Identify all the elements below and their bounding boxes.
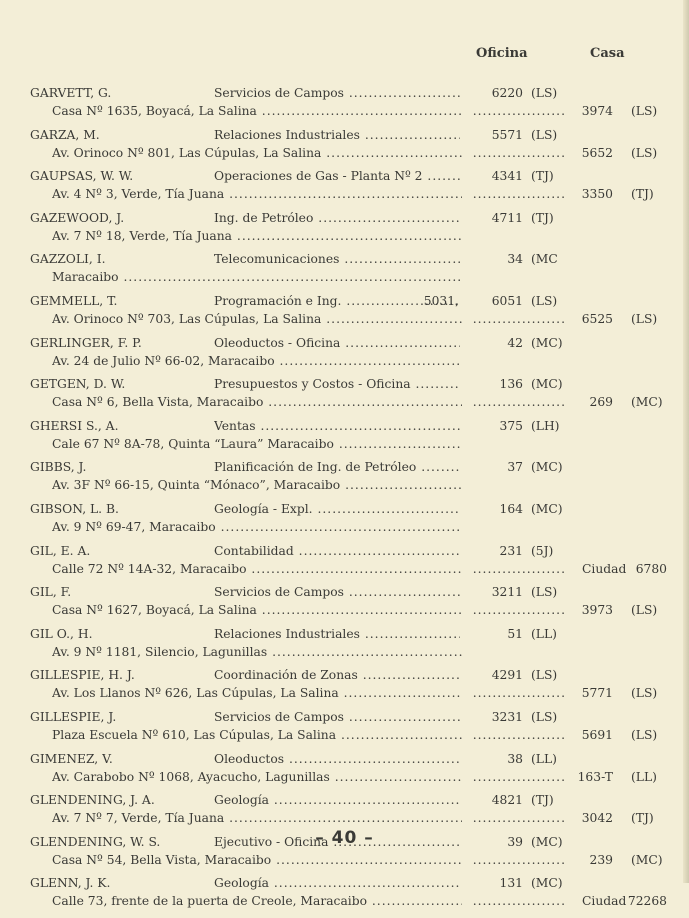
entry-office-row <box>0 419 689 438</box>
home-extension: 6525 <box>581 311 613 326</box>
entry-office-row <box>0 585 689 604</box>
office-extension: 131 <box>499 876 523 891</box>
home-location-code: (TJ) <box>631 811 654 826</box>
dot-leader <box>472 146 566 160</box>
entry-office-row <box>0 377 689 396</box>
directory-entry <box>0 585 689 627</box>
home-address: Casa Nº 1627, Boyacá, La Salina ..... <box>52 603 462 617</box>
department: Telecomunicaciones ..... <box>214 252 460 266</box>
department: Contabilidad ..... <box>214 544 460 558</box>
office-extension: 38 <box>507 751 523 766</box>
home-address: Av. Orinoco Nº 703, Las Cúpulas, La Salina ..... <box>52 312 462 326</box>
entry-home-row <box>0 478 689 497</box>
home-extension: 5691 <box>581 727 613 742</box>
entry-office-row <box>0 211 689 230</box>
dot-leader <box>472 187 566 201</box>
department: Planificación de Ing. de Petróleo ..... <box>214 460 460 474</box>
office-extension: 6220 <box>491 86 523 100</box>
office-location-code: (LS) <box>531 668 558 683</box>
person-name: GLENDENING, J. A. <box>30 793 155 808</box>
entry-home-row <box>0 728 689 747</box>
home-address: Casa Nº 1635, Boyacá, La Salina ..... <box>52 104 462 118</box>
person-name: GERLINGER, F. P. <box>30 335 142 350</box>
office-location-code: (LL) <box>531 626 557 641</box>
person-name: GETGEN, D. W. <box>30 377 126 392</box>
office-location-code: (MC) <box>531 460 563 475</box>
entry-office-row <box>0 336 689 355</box>
home-location-code: (MC) <box>631 852 663 867</box>
home-address: Av. 7 Nº 7, Verde, Tía Juana ..... <box>52 811 462 825</box>
department: Servicios de Campos ..... <box>214 585 460 599</box>
entry-home-row <box>0 187 689 206</box>
page-number: – 40 – <box>315 828 374 848</box>
office-column-label: Oficina <box>476 46 528 61</box>
office-location-code: (MC) <box>531 377 563 392</box>
home-city-number: 6780 <box>635 561 667 576</box>
department: Ing. de Petróleo ..... <box>214 211 460 225</box>
person-name: GIBBS, J. <box>30 460 87 475</box>
directory-entry <box>0 544 689 586</box>
dot-leader <box>472 686 566 700</box>
home-address: Casa Nº 6, Bella Vista, Maracaibo ..... <box>52 395 462 409</box>
directory-entry <box>0 252 689 294</box>
entry-home-row <box>0 520 689 539</box>
office-location-code: (TJ) <box>531 793 554 808</box>
entry-office-row <box>0 668 689 687</box>
home-address: Cale 67 Nº 8A-78, Quinta “Laura” Maracaibo ..... <box>52 437 462 451</box>
office-location-code: (TJ) <box>531 169 554 184</box>
home-extension: 5771 <box>581 686 613 701</box>
office-extension: 136 <box>499 377 523 392</box>
entry-home-row <box>0 645 689 664</box>
person-name: GAZEWOOD, J. <box>30 210 125 225</box>
directory-entry <box>0 460 689 502</box>
home-extension: 163-T <box>577 769 613 784</box>
office-location-code: (LS) <box>531 127 558 142</box>
home-location-code: (LS) <box>631 686 658 701</box>
entry-home-row <box>0 354 689 373</box>
home-address: Calle 73, frente de la puerta de Creole, Maracaibo ..... <box>52 894 462 908</box>
home-address: Av. 9 Nº 69-47, Maracaibo ..... <box>52 520 462 534</box>
entry-office-row <box>0 128 689 147</box>
office-location-code: (TJ) <box>531 210 554 225</box>
person-name: GEMMELL, T. <box>30 293 118 308</box>
office-extension: 4711 <box>491 210 523 225</box>
directory-entry <box>0 377 689 419</box>
entry-home-row <box>0 686 689 705</box>
dot-leader <box>472 104 566 118</box>
department: Relaciones Industriales ..... <box>214 128 460 142</box>
person-name: GIL O., H. <box>30 626 93 641</box>
department: Operaciones de Gas - Planta Nº 2 ..... <box>214 169 460 183</box>
home-address: Plaza Escuela Nº 610, Las Cúpulas, La Salina ..... <box>52 728 462 742</box>
home-location-code: (LL) <box>631 769 657 784</box>
entry-office-row <box>0 502 689 521</box>
entry-home-row <box>0 603 689 622</box>
home-address: Av. 9 Nº 1181, Silencio, Lagunillas ..... <box>52 645 462 659</box>
home-address: Av. Los Llanos Nº 626, Las Cúpulas, La Salina ..... <box>52 686 462 700</box>
entry-home-row <box>0 312 689 331</box>
entry-office-row <box>0 294 689 313</box>
office-location-code: (LS) <box>531 709 558 724</box>
office-location-code: (LL) <box>531 751 557 766</box>
office-extension: 3231 <box>491 709 523 724</box>
entry-office-row <box>0 86 689 105</box>
department: Ejecutivo - Oficina ..... <box>214 835 460 849</box>
entry-home-row <box>0 562 689 581</box>
home-extension: 3973 <box>581 603 613 618</box>
directory-entry <box>0 752 689 794</box>
person-name: GILLESPIE, J. <box>30 709 117 724</box>
home-column-label: Casa <box>590 46 625 61</box>
home-city-label: Ciudad <box>582 561 627 576</box>
home-location-code: (LS) <box>631 311 658 326</box>
home-address: Calle 72 Nº 14A-32, Maracaibo ..... <box>52 562 462 576</box>
entry-office-row <box>0 169 689 188</box>
dot-leader <box>472 312 566 326</box>
office-location-code: (LS) <box>531 86 558 100</box>
office-extension: 34 <box>507 252 523 267</box>
department: Relaciones Industriales ..... <box>214 627 460 641</box>
office-extension: 4291 <box>491 668 523 683</box>
person-name: GILLESPIE, H. J. <box>30 668 135 683</box>
office-extension: 164 <box>499 501 523 516</box>
home-address: Av. Orinoco Nº 801, Las Cúpulas, La Salina ..... <box>52 146 462 160</box>
home-location-code: (TJ) <box>631 187 654 202</box>
office-extension: 51 <box>507 626 523 641</box>
person-name: GHERSI S., A. <box>30 418 119 433</box>
home-location-code: (LS) <box>631 104 658 118</box>
directory-entry <box>0 710 689 752</box>
directory-list <box>0 86 689 918</box>
person-name: GLENDENING, W. S. <box>30 834 161 849</box>
person-name: GIL, E. A. <box>30 543 91 558</box>
office-location-code: (MC) <box>531 834 563 849</box>
person-name: GAUPSAS, W. W. <box>30 169 134 184</box>
home-location-code: (MC) <box>631 395 663 410</box>
entry-office-row <box>0 710 689 729</box>
office-extension: 5571 <box>491 127 523 142</box>
home-address: Av. 24 de Julio Nº 66-02, Maracaibo ..... <box>52 354 462 368</box>
department: Servicios de Campos ..... <box>214 710 460 724</box>
home-extension: 239 <box>589 852 613 867</box>
department: Geología ..... <box>214 876 460 890</box>
person-name: GARVETT, G. <box>30 86 112 100</box>
office-location-code: (MC <box>531 252 558 267</box>
person-name: GLENN, J. K. <box>30 876 111 891</box>
home-location-code: (LS) <box>631 727 658 742</box>
department: Oleoductos - Oficina ..... <box>214 336 460 350</box>
entry-home-row <box>0 270 689 289</box>
directory-entry <box>0 211 689 253</box>
home-address: Casa Nº 54, Bella Vista, Maracaibo ..... <box>52 853 462 867</box>
home-address: Av. 3F Nº 66-15, Quinta “Mónaco”, Maracaibo ..... <box>52 478 462 492</box>
office-extension: 4821 <box>491 793 523 808</box>
office-location-code: (LH) <box>531 418 560 433</box>
home-extension: 3974 <box>581 104 613 118</box>
department: Servicios de Campos ..... <box>214 86 460 100</box>
entry-home-row <box>0 146 689 165</box>
office-location-code: (MC) <box>531 876 563 891</box>
department: Programación e Ing. ..... <box>214 294 460 308</box>
home-extension: 5652 <box>581 145 613 160</box>
department: Geología - Expl. ..... <box>214 502 460 516</box>
office-extension: 375 <box>499 418 523 433</box>
column-header <box>0 46 689 66</box>
directory-entry <box>0 128 689 170</box>
department: Oleoductos ..... <box>214 752 460 766</box>
entry-home-row <box>0 437 689 456</box>
entry-office-row <box>0 627 689 646</box>
person-name: GARZA, M. <box>30 127 100 142</box>
entry-office-row <box>0 752 689 771</box>
person-name: GIMENEZ, V. <box>30 751 113 766</box>
home-location-code: (LS) <box>631 603 658 618</box>
office-extension: 42 <box>507 335 523 350</box>
department: Ventas ..... <box>214 419 460 433</box>
office-extension: 231 <box>499 543 523 558</box>
office-extension-extra: 5031, <box>423 293 459 308</box>
office-extension: 3211 <box>491 585 523 600</box>
office-extension: 39 <box>507 834 523 849</box>
entry-office-row <box>0 252 689 271</box>
home-city-number: 72268 <box>627 894 667 909</box>
entry-home-row <box>0 770 689 789</box>
directory-entry <box>0 336 689 378</box>
home-address: Maracaibo ..... <box>52 270 462 284</box>
entry-office-row <box>0 876 689 895</box>
dot-leader <box>472 853 566 867</box>
home-address: Av. 4 Nº 3, Verde, Tía Juana ..... <box>52 187 462 201</box>
entry-office-row <box>0 544 689 563</box>
directory-entry <box>0 419 689 461</box>
entry-home-row <box>0 853 689 872</box>
office-location-code: (LS) <box>531 293 558 308</box>
person-name: GIBSON, L. B. <box>30 501 119 516</box>
home-extension: 3042 <box>581 811 613 826</box>
home-extension: 3350 <box>581 187 613 202</box>
entry-office-row <box>0 460 689 479</box>
directory-entry <box>0 627 689 669</box>
entry-home-row <box>0 229 689 248</box>
office-extension: 6051 <box>491 293 523 308</box>
office-extension: 4341 <box>491 169 523 184</box>
entry-home-row <box>0 894 689 913</box>
entry-office-row <box>0 793 689 812</box>
home-city-label: Ciudad <box>582 894 627 909</box>
dot-leader <box>472 395 566 409</box>
department: Coordinación de Zonas ..... <box>214 668 460 682</box>
entry-home-row <box>0 395 689 414</box>
directory-entry <box>0 294 689 336</box>
office-location-code: (MC) <box>531 501 563 516</box>
directory-entry <box>0 502 689 544</box>
office-location-code: (MC) <box>531 335 563 350</box>
dot-leader <box>472 603 566 617</box>
office-location-code: (LS) <box>531 585 558 600</box>
home-location-code: (LS) <box>631 145 658 160</box>
directory-entry <box>0 668 689 710</box>
department: Presupuestos y Costos - Oficina ..... <box>214 377 460 391</box>
person-name: GAZZOLI, I. <box>30 252 106 267</box>
dot-leader <box>472 770 566 784</box>
home-address: Av. 7 Nº 18, Verde, Tía Juana ..... <box>52 229 462 243</box>
dot-leader <box>472 811 566 825</box>
office-extension: 37 <box>507 460 523 475</box>
dot-leader <box>472 728 566 742</box>
office-location-code: (5J) <box>531 543 554 558</box>
directory-entry <box>0 169 689 211</box>
home-extension: 269 <box>589 395 613 410</box>
entry-home-row <box>0 104 689 123</box>
home-address: Av. Carabobo Nº 1068, Ayacucho, Lagunillas ..... <box>52 770 462 784</box>
department: Geología ..... <box>214 793 460 807</box>
dot-leader <box>472 894 566 908</box>
dot-leader <box>472 562 566 576</box>
directory-entry <box>0 86 689 128</box>
person-name: GIL, F. <box>30 585 72 600</box>
